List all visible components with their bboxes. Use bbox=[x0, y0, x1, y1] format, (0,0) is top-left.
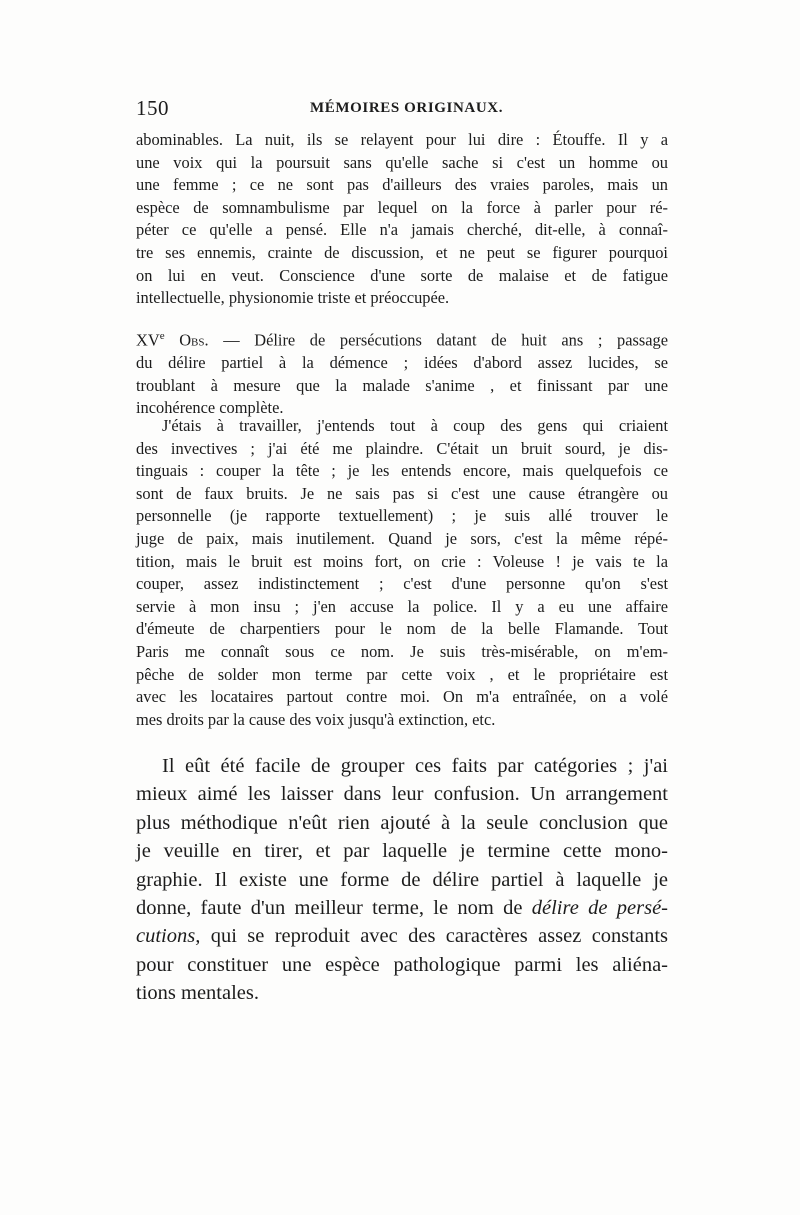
text-line: personnelle (je rapporte textuellement) ; je suis allé trouver le bbox=[136, 506, 668, 526]
running-title: MÉMOIRES ORIGINAUX. bbox=[310, 100, 504, 116]
text-line: abominables. La nuit, ils se relayent pour lui dire : Étouffe. Il y a bbox=[136, 130, 668, 149]
text-line: tions mentales. bbox=[136, 982, 259, 1005]
text-line: couper, assez indistinctement ; c'est d'une personne qu'on s'est bbox=[136, 574, 668, 594]
text-line: tinguais : couper la tête ; je les entends encore, mais quelquefois ce bbox=[136, 461, 668, 481]
text-line: pêche de solder mon terme par cette voix , et le propriétaire est bbox=[136, 664, 668, 684]
emphasized-term: délire de persé- bbox=[531, 897, 668, 920]
emphasized-term: cutions, bbox=[136, 925, 201, 948]
text-line: on lui en veut. Conscience d'une sorte de malaise et de fatigue bbox=[136, 265, 668, 285]
paragraph-2 bbox=[136, 415, 668, 731]
text-line: avec les locataires partout contre moi. On m'a entraînée, on a volé bbox=[136, 687, 668, 707]
observation-heading bbox=[136, 325, 668, 420]
text-line: je veuille en tirer, et par laquelle je termine cette mono- bbox=[136, 840, 668, 863]
text-run: donne, faute d'un meilleur terme, le nom de bbox=[136, 897, 532, 920]
text-line: incohérence complète. bbox=[136, 398, 284, 418]
text-run: qui se reproduit avec des caractères assez constants bbox=[200, 925, 668, 948]
text-line: mieux aimé les laisser dans leur confusion. Un arrangement bbox=[136, 783, 668, 806]
text-line: une femme ; ce ne sont pas d'ailleurs des vraies paroles, mais un bbox=[136, 175, 668, 195]
text-line: Paris me connaît sous ce nom. Je suis très-misérable, on m'em- bbox=[136, 641, 668, 661]
text-line: du délire partiel à la démence ; idées d'abord assez lucides, se bbox=[136, 353, 668, 373]
observation-number-superscript: e bbox=[159, 330, 165, 342]
observation-summary-start: — Délire de persécutions datant de huit ans ; passage bbox=[223, 330, 668, 350]
observation-number: XV bbox=[136, 330, 160, 350]
text-line: d'émeute de charpentiers pour le nom de la belle Flamande. Tout bbox=[136, 619, 668, 639]
paragraph-3 bbox=[136, 752, 668, 1008]
text-line: graphie. Il existe une forme de délire partiel à laquelle je bbox=[136, 868, 668, 891]
text-line: plus méthodique n'eût rien ajouté à la seule conclusion que bbox=[136, 811, 668, 834]
text-line: espèce de somnambulisme par lequel on la force à parler pour ré- bbox=[136, 197, 668, 217]
text-line: tition, mais le bruit est moins fort, on crie : Voleuse ! je vais te la bbox=[136, 551, 668, 571]
text-line: intellectuelle, physionomie triste et préoccupée. bbox=[136, 288, 450, 308]
text-line bbox=[136, 894, 668, 922]
text-line: troublant à mesure que la malade s'anime , et finissant par une bbox=[136, 375, 668, 395]
text-line: des invectives ; j'ai été me plaindre. C'était un bruit sourd, je dis- bbox=[136, 438, 668, 458]
text-line bbox=[136, 922, 668, 950]
page-number: 150 bbox=[136, 96, 169, 120]
text-line: mes droits par la cause des voix jusqu'à extinction, etc. bbox=[136, 709, 496, 729]
paragraph-1 bbox=[136, 129, 668, 310]
text-line: sont de faux bruits. Je ne sais pas si c'est une cause étrangère ou bbox=[136, 483, 668, 503]
page-header bbox=[136, 96, 666, 126]
text-line: pour constituer une espèce pathologique parmi les aliéna- bbox=[136, 953, 668, 976]
text-line: péter ce qu'elle a pensé. Elle n'a jamais cherché, dit-elle, à connaî- bbox=[136, 220, 668, 240]
text-line: Il eût été facile de grouper ces faits par catégories ; j'ai bbox=[162, 755, 668, 777]
observation-title-line bbox=[136, 325, 668, 352]
text-line: une voix qui la poursuit sans qu'elle sache si c'est un homme ou bbox=[136, 152, 668, 172]
text-line: tre ses ennemis, crainte de discussion, et ne peut se figurer pourquoi bbox=[136, 242, 668, 262]
text-line: servie à mon insu ; j'en accuse la police. Il y a eu une affaire bbox=[136, 596, 668, 616]
observation-label: Obs. bbox=[179, 330, 209, 350]
text-line: J'étais à travailler, j'entends tout à coup des gens qui criaient bbox=[162, 416, 668, 435]
text-line: juge de paix, mais inutilement. Quand je sors, c'est la même répé- bbox=[136, 528, 668, 548]
